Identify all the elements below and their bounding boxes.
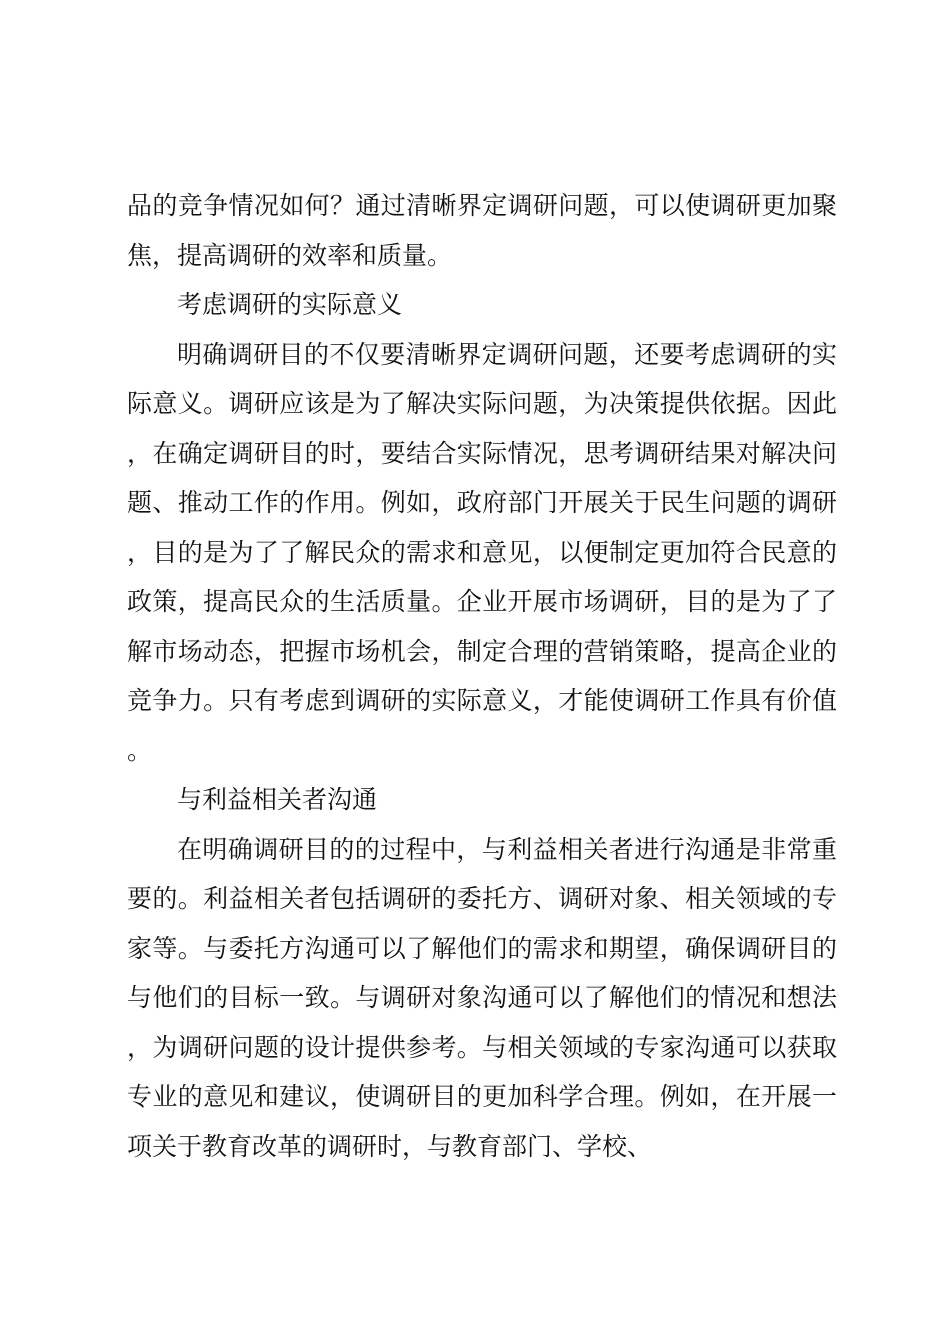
paragraph-stakeholder-communication: 在明确调研目的的过程中，与利益相关者进行沟通是非常重要的。利益相关者包括调研的委托方、调研对象、相关领域的专家等。与委托方沟通可以了解他们的需求和期望，确保调研目的与他们的目标一致。与调研对象沟通可以了解他们的情况和想法，为调研问题的设计提供参考。与相关领域的专家沟通可以获取专业的意见和建议，使调研目的更加科学合理。例如，在开展一项关于教育改革的调研时，与教育部门、学校、 — [127, 834, 837, 1161]
paragraph-continued: 品的竞争情况如何？通过清晰界定调研问题，可以使调研更加聚焦，提高调研的效率和质量。 — [127, 191, 837, 270]
paragraph-practical-significance: 明确调研目的不仅要清晰界定调研问题，还要考虑调研的实际意义。调研应该是为了解决实际问题，为决策提供依据。因此，在确定调研目的时，要结合实际情况，思考调研结果对解决问题、推动工作的作用。例如，政府部门开展关于民生问题的调研，目的是为了了解民众的需求和意见，以便制定更加符合民意的政策，提高民众的生活质量。企业开展市场调研，目的是为了了解市场动态，把握市场机会，制定合理的营销策略，提高企业的竞争力。只有考虑到调研的实际意义，才能使调研工作具有价值。 — [127, 339, 837, 765]
section-heading-practical-significance: 考虑调研的实际意义 — [177, 290, 403, 319]
document-body — [127, 181, 837, 1171]
section-heading-stakeholder-communication: 与利益相关者沟通 — [177, 785, 378, 814]
